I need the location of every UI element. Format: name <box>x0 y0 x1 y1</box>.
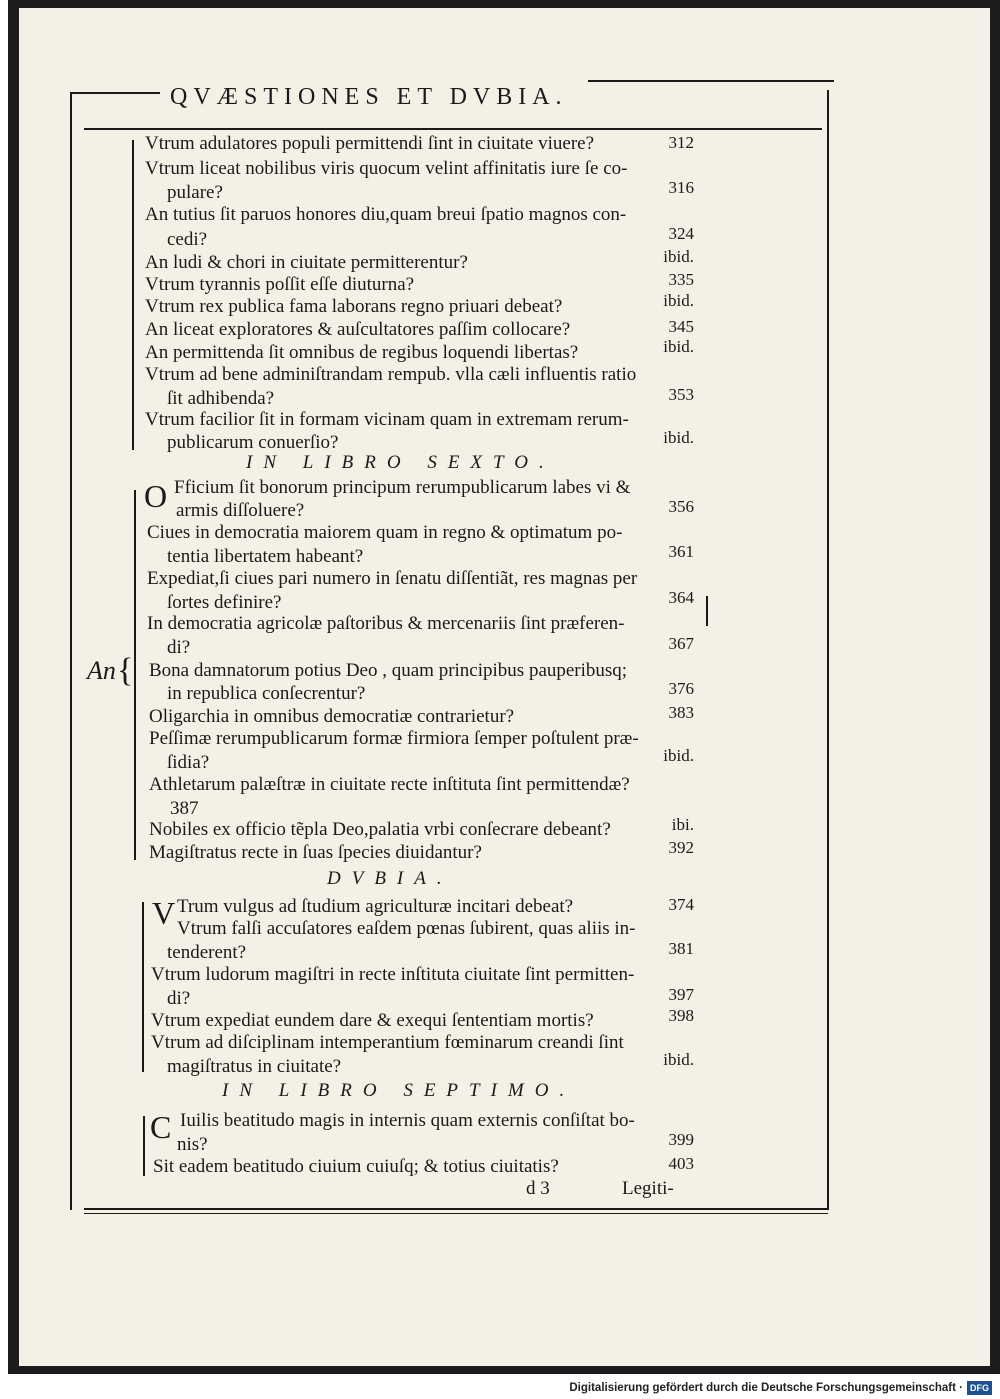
text-line: Vtrum liceat nobilibus viris quocum velint affinitatis iure ſe co- <box>145 158 628 179</box>
page-number: 399 <box>668 1130 694 1149</box>
signature-mark: d 3 <box>526 1178 550 1199</box>
text-line: ſidia? <box>167 752 210 773</box>
dropcap-c: C <box>150 1109 172 1145</box>
running-head: QVÆSTIONES ET DVBIA. <box>170 84 568 110</box>
margin-label: An <box>87 656 116 685</box>
brace-bar-3 <box>142 902 144 1072</box>
text-line: Magiſtratus recte in ſuas ſpecies diuidantur? <box>149 842 482 863</box>
dropcap-o: O <box>144 478 168 514</box>
page-number: 312 <box>668 133 694 152</box>
right-marginal-bar <box>706 596 708 626</box>
text-line: Oligarchia in omnibus democratiæ contrarietur? <box>149 706 515 727</box>
page-number: ibid. <box>663 746 694 765</box>
text-line: Fficium ſit bonorum principum rerumpublicarum labes vi & <box>174 477 631 498</box>
top-rule <box>70 92 160 94</box>
text-line: pulare? <box>167 182 223 203</box>
header-rule <box>84 128 822 130</box>
text-line: magiſtratus in ciuitate? <box>167 1056 342 1077</box>
text-line: tentia libertatem habeant? <box>167 546 364 567</box>
text-line: ſit adhibenda? <box>167 388 275 409</box>
section-heading-liber-vi: IN LIBRO SEXTO. <box>246 452 555 473</box>
text-line: An ludi & chori in ciuitate permitterentur? <box>145 252 468 273</box>
page-number: 353 <box>668 385 694 404</box>
text-line: An liceat exploratores & auſcultatores paſſim collocare? <box>145 319 571 340</box>
text-line: ſortes definire? <box>167 592 282 613</box>
page-number: ibid. <box>663 428 694 447</box>
text-line: tenderent? <box>167 942 247 963</box>
page-number: ibid. <box>663 1050 694 1069</box>
footer-text: Digitalisierung gefördert durch die Deutsche Forschungsgemeinschaft · <box>569 1382 963 1394</box>
text-line: Vtrum ad diſciplinam intemperantium fœminarum creandi ſint <box>151 1032 624 1053</box>
catchword: Legiti- <box>622 1178 674 1199</box>
page-number: ibi. <box>671 815 694 834</box>
brace-bar-4 <box>143 1116 145 1176</box>
text-line: 387 <box>170 798 199 819</box>
text-line: cedi? <box>167 229 208 250</box>
text-line: Iuilis beatitudo magis in internis quam externis conſiſtat bo- <box>180 1110 635 1131</box>
text-line: armis diſſoluere? <box>176 500 305 521</box>
bottom-rule <box>84 1208 828 1210</box>
page-number: 383 <box>668 703 694 722</box>
text-line: Vtrum ad bene adminiſtrandam rempub. vlla cæli influentis ratio <box>145 364 637 385</box>
top-rule-right <box>588 80 834 82</box>
text-line: Vtrum falſi accuſatores eaſdem pœnas ſubirent, quas aliis in- <box>177 918 636 939</box>
dropcap-v: V <box>152 895 176 931</box>
text-line: Nobiles ex officio tẽpla Deo,palatia vrbi conſecrare debeant? <box>149 819 611 840</box>
text-line: Vtrum tyrannis poſſit eſſe diuturna? <box>145 274 415 295</box>
text-line: Athletarum palæſtræ in ciuitate recte inſtituta ſint permittendæ? <box>149 774 630 795</box>
text-line: di? <box>167 988 191 1009</box>
frame-right <box>827 90 829 1210</box>
page-number: ibid. <box>663 247 694 266</box>
page-number: ibid. <box>663 291 694 310</box>
page-number: 364 <box>668 588 694 607</box>
text-line: Expediat,ſi ciues pari numero in ſenatu diſſentiãt, res magnas per <box>147 568 638 589</box>
page-number: 381 <box>668 939 694 958</box>
page-number: 361 <box>668 542 694 561</box>
bottom-rule-2 <box>84 1213 828 1214</box>
page-number: 374 <box>668 895 694 914</box>
text-line: Bona damnatorum potius Deo , quam principibus pauperibusq; <box>149 660 628 681</box>
brace-bar-1 <box>132 140 134 450</box>
page-number: 335 <box>668 270 694 289</box>
text-line: Trum vulgus ad ſtudium agriculturæ incitari debeat? <box>177 896 574 917</box>
frame-left <box>70 92 72 1210</box>
page-number: 356 <box>668 497 694 516</box>
page-number: 403 <box>668 1154 694 1173</box>
page-number: 324 <box>668 224 694 243</box>
page-number: 397 <box>668 985 694 1004</box>
text-line: Ciues in democratia maiorem quam in regno & optimatum po- <box>147 522 623 543</box>
text-line: publicarum conuerſio? <box>167 432 339 453</box>
text-line: Vtrum expediat eundem dare & exequi ſententiam mortis? <box>151 1010 594 1031</box>
page-number: 367 <box>668 634 694 653</box>
digitization-footer <box>0 1378 992 1399</box>
text-line: in republica conſecrentur? <box>167 683 366 704</box>
page-number: 345 <box>668 317 694 336</box>
text-line: Vtrum adulatores populi permittendi ſint in ciuitate viuere? <box>145 133 595 154</box>
text-line: An tutius ſit paruos honores diu,quam breui ſpatio magnos con- <box>145 204 627 225</box>
section-heading-liber-vii: IN LIBRO SEPTIMO. <box>222 1080 576 1101</box>
page-number: 392 <box>668 838 694 857</box>
text-line: Sit eadem beatitudo ciuium cuiuſq; & totius ciuitatis? <box>153 1156 559 1177</box>
text-line: Vtrum rex publica fama laborans regno priuari debeat? <box>145 296 563 317</box>
brace-bar-2 <box>134 490 136 860</box>
page-number: ibid. <box>663 337 694 356</box>
text-line: nis? <box>177 1134 208 1155</box>
page-number: 398 <box>668 1006 694 1025</box>
text-line: Vtrum facilior ſit in formam vicinam quam in extremam rerum- <box>145 409 629 430</box>
brace-an: { <box>117 652 134 689</box>
text-line: Peſſimæ rerumpublicarum formæ firmiora ſemper poſtulent præ- <box>149 728 639 749</box>
section-heading-dubia: DVBIA. <box>327 868 453 889</box>
text-line: Vtrum ludorum magiſtri in recte inſtituta ciuitate ſint permitten- <box>151 964 635 985</box>
page-number: 376 <box>668 679 694 698</box>
dfg-logo: DFG <box>967 1381 992 1395</box>
text-line: An permittenda ſit omnibus de regibus loquendi libertas? <box>145 342 579 363</box>
page-number: 316 <box>668 178 694 197</box>
text-line: In democratia agricolæ paſtoribus & mercenariis ſint præferen- <box>147 613 625 634</box>
text-line: di? <box>167 637 191 658</box>
